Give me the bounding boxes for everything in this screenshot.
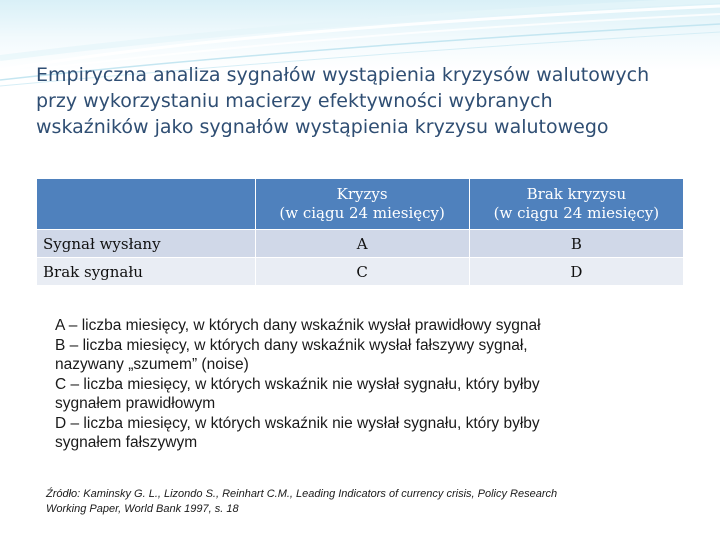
table-row xyxy=(37,258,684,286)
title-line-3: wskaźników jako sygnałów wystąpienia kryzysu walutowego xyxy=(36,116,609,138)
source-line-1: Źródło: Kaminsky G. L., Lizondo S., Reinhart C.M., Leading Indicators of currency crisis, Policy Research xyxy=(46,488,558,500)
cell-a: A xyxy=(255,230,469,258)
legend-line: nazywany „szumem” (noise) xyxy=(55,356,249,373)
source-citation xyxy=(46,487,646,517)
legend-definitions xyxy=(55,316,655,453)
column-header-crisis xyxy=(255,179,469,230)
title-line-2: przy wykorzystaniu macierzy efektywności wybranych xyxy=(36,90,553,112)
legend-line: sygnałem prawidłowym xyxy=(55,395,216,412)
source-line-2: Working Paper, World Bank 1997, s. 18 xyxy=(46,503,239,515)
legend-line: C – liczba miesięcy, w których wskaźnik nie wysłał sygnału, który byłby xyxy=(55,375,540,393)
cell-b: B xyxy=(469,230,683,258)
legend-line: D – liczba miesięcy, w których wskaźnik nie wysłał sygnału, który byłby xyxy=(55,414,540,432)
table-corner-cell xyxy=(37,179,256,230)
column-header-crisis-line2: (w ciągu 24 miesięcy) xyxy=(279,204,445,222)
table-header-row xyxy=(37,179,684,230)
column-header-no-crisis-line1: Brak kryzysu xyxy=(526,185,627,203)
column-header-crisis-line1: Kryzys xyxy=(336,185,388,203)
column-header-no-crisis xyxy=(469,179,683,230)
legend-line: A – liczba miesięcy, w których dany wskaźnik wysłał prawidłowy sygnał xyxy=(55,317,541,334)
row-header-signal-sent: Sygnał wysłany xyxy=(37,230,256,258)
cell-d: D xyxy=(469,258,683,286)
table-row xyxy=(37,230,684,258)
legend-line: B – liczba miesięcy, w których dany wskaźnik wysłał fałszywy sygnał, xyxy=(55,336,528,354)
cell-c: C xyxy=(255,258,469,286)
legend-line: sygnałem fałszywym xyxy=(55,434,198,451)
column-header-no-crisis-line2: (w ciągu 24 miesięcy) xyxy=(493,204,660,222)
efficiency-matrix-table xyxy=(36,178,684,286)
title-line-1: Empiryczna analiza sygnałów wystąpienia kryzysów walutowych xyxy=(36,64,650,86)
row-header-no-signal: Brak sygnału xyxy=(37,258,256,286)
slide-title xyxy=(36,62,696,140)
